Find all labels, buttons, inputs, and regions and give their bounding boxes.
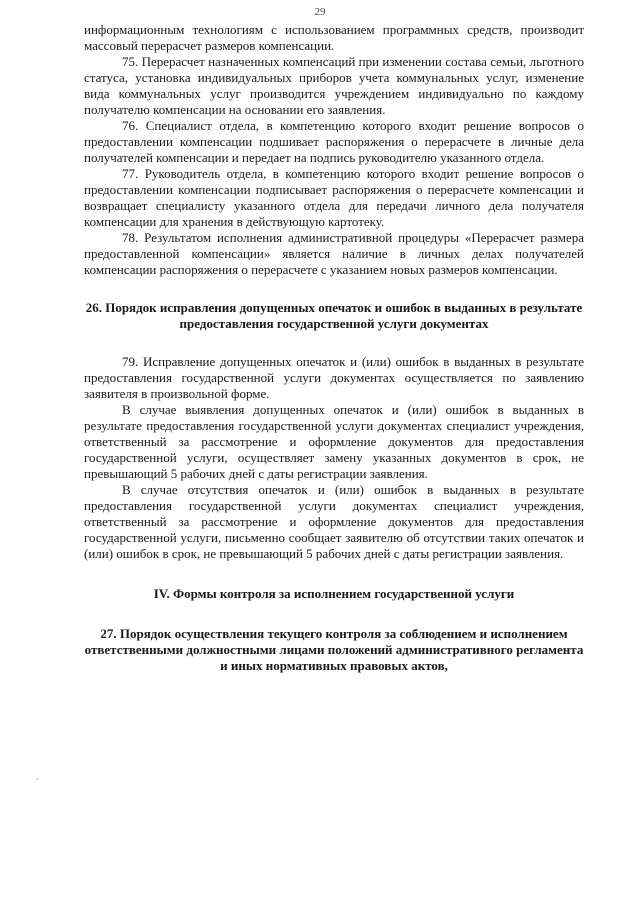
- paragraph-76: 76. Специалист отдела, в компетенцию которого входит решение вопросов о предоставлении компенсации подшивает распоряжения о перерасчете в личные дела получателей компенсации и передает на подпись руководителю указанного отдела.: [84, 118, 584, 165]
- section-26-heading: 26. Порядок исправления допущенных опечаток и ошибок в выданных в результате предоставления государственной услуги документах: [85, 300, 583, 331]
- section-27-heading: 27. Порядок осуществления текущего контроля за соблюдением и исполнением ответственными должностными лицами положений административного регламента и иных нормативных правовых актов,: [84, 626, 584, 673]
- paragraph-77: 77. Руководитель отдела, в компетенцию которого входит решение вопросов о предоставлении компенсации подписывает распоряжения о перерасчете компенсации и возвращает специалисту указанного отдела для передачи личного дела получателя компенсации для хранения в действующую картотеку.: [84, 166, 584, 229]
- paragraph-79: 79. Исправление допущенных опечаток и (или) ошибок в выданных в результате предоставления государственной услуги документах осуществляется по заявлению заявителя в произвольной форме.: [84, 354, 584, 401]
- paragraph-75: 75. Перерасчет назначенных компенсаций при изменении состава семьи, льготного статуса, установка индивидуальных приборов учета коммунальных услуг, изменение вида коммунальных услуг производится учреждением индивидуально по каждому получателю компенсации на основании его заявления.: [84, 54, 584, 117]
- paragraph-errors-absent: В случае отсутствия опечаток и (или) ошибок в выданных в результате предоставления государственной услуги документах специалист учреждения, ответственный за рассмотрение и оформление документов для предоставления государственной услуги, письменно сообщает заявителю об отсутствии таких опечаток и (или) ошибок в срок, не превышающий 5 рабочих дней с даты регистрации заявления.: [84, 482, 584, 561]
- paragraph-78: 78. Результатом исполнения административной процедуры «Перерасчет размера предоставленной компенсации» является наличие в личных делах получателей компенсации распоряжения о перерасчете с указанием новых размеров компенсации.: [84, 230, 584, 277]
- margin-mark: ·: [36, 774, 39, 784]
- section-iv-heading: IV. Формы контроля за исполнением государственной услуги: [153, 586, 515, 601]
- document-body: [84, 22, 584, 674]
- page-number: 29: [314, 6, 326, 18]
- paragraph-continuation: информационным технологиям с использованием программных средств, производит массовый перерасчет размеров компенсации.: [84, 22, 584, 53]
- paragraph-errors-found: В случае выявления допущенных опечаток и (или) ошибок в выданных в результате предоставления государственной услуги документах специалист учреждения, ответственный за рассмотрение и оформление документов для предоставления государственной услуги, осуществляет замену указанных документов в срок, не превышающий 5 рабочих дней с даты регистрации заявления.: [84, 402, 584, 481]
